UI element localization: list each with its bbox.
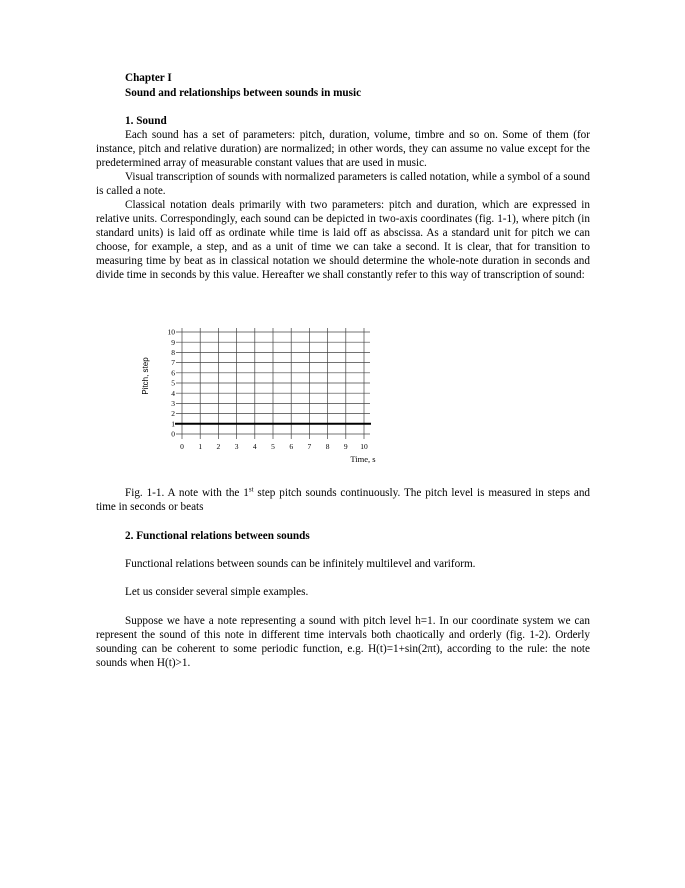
chart-ticks (168, 328, 369, 451)
x-axis-label: Time, s (350, 454, 376, 464)
x-tick-label: 9 (343, 442, 348, 451)
chapter-title: Sound and relationships between sounds in music (125, 87, 362, 99)
y-tick-label: 0 (171, 429, 175, 439)
x-tick-label: 5 (271, 442, 275, 451)
caption-superscript: st (248, 485, 254, 494)
section-1-paragraph-1: Each sound has a set of parameters: pitch, duration, volume, timbre and so on. Some of them (for instance, pitch and relative duration) are normalized; in other words, they can assume no value except for the predetermined array of measurable constant values that are used in music. (96, 129, 590, 169)
x-tick-label: 1 (198, 442, 203, 451)
x-tick-label: 4 (252, 442, 257, 451)
x-tick-label: 7 (307, 442, 312, 451)
x-tick-label: 6 (289, 442, 294, 451)
y-tick-label: 10 (167, 327, 175, 337)
x-tick-label: 0 (180, 442, 184, 451)
chart-grid (176, 328, 370, 439)
y-tick-label: 8 (171, 348, 175, 357)
section-1-paragraph-2: Visual transcription of sounds with normalized parameters is called notation, while a symbol of a sound is called a note. (96, 171, 590, 197)
y-tick-label: 3 (171, 399, 175, 408)
section-1-paragraph-3: Classical notation deals primarily with two parameters: pitch and duration, which are expressed in relative units. Correspondingly, each sound can be depicted in two-axis coordinates (fig. 1-1), where pitch (in standard units) is laid off as ordinate while time is laid off as abscissa. As a standard unit for pitch we can choose, for example, a step, and as a unit of time we can take a second. It is clear, that for transition to measuring time by beat as in classical notation we should determine the whole-note duration in seconds and divide time in seconds by this value. Hereafter we shall constantly refer to this way of transcription of sound: (96, 199, 590, 281)
y-tick-label: 6 (171, 368, 175, 378)
y-tick-label: 4 (171, 388, 175, 398)
x-tick-label: 2 (216, 442, 221, 451)
caption-text-2: step pitch sounds continuously. The pitch level is measured in steps and time in seconds or beats (96, 487, 591, 513)
chapter-label: Chapter I (125, 72, 172, 84)
y-tick-label: 2 (171, 409, 175, 419)
y-axis-label: Pitch, step (141, 357, 150, 395)
y-tick-label: 1 (171, 419, 175, 429)
section-2-heading: 2. Functional relations between sounds (125, 530, 310, 542)
caption-text-1: Fig. 1-1. A note with the 1 (125, 487, 249, 499)
y-tick-label: 5 (171, 378, 175, 388)
x-tick-label: 3 (234, 442, 239, 451)
x-tick-label: 10 (360, 442, 368, 451)
x-tick-label: 8 (325, 442, 330, 451)
section-2-paragraph-1: Functional relations between sounds can be infinitely multilevel and variform. (125, 558, 476, 570)
section-2-paragraph-3: Suppose we have a note representing a sound with pitch level h=1. In our coordinate system we can represent the sound of this note in different time intervals both chaotically and orderly (fig. 1-2). Orderly sounding can be coherent to some periodic function, e.g. H(t)=1+sin(2πt), according to the rule: the note sounds when H(t)>1. (96, 615, 590, 669)
figure-caption (96, 486, 590, 514)
y-tick-label: 9 (171, 337, 175, 347)
y-tick-label: 7 (171, 358, 175, 368)
section-2-paragraph-2: Let us consider several simple examples. (125, 586, 309, 598)
figure-1-1-chart (130, 322, 390, 472)
section-1-heading: 1. Sound (125, 115, 167, 127)
